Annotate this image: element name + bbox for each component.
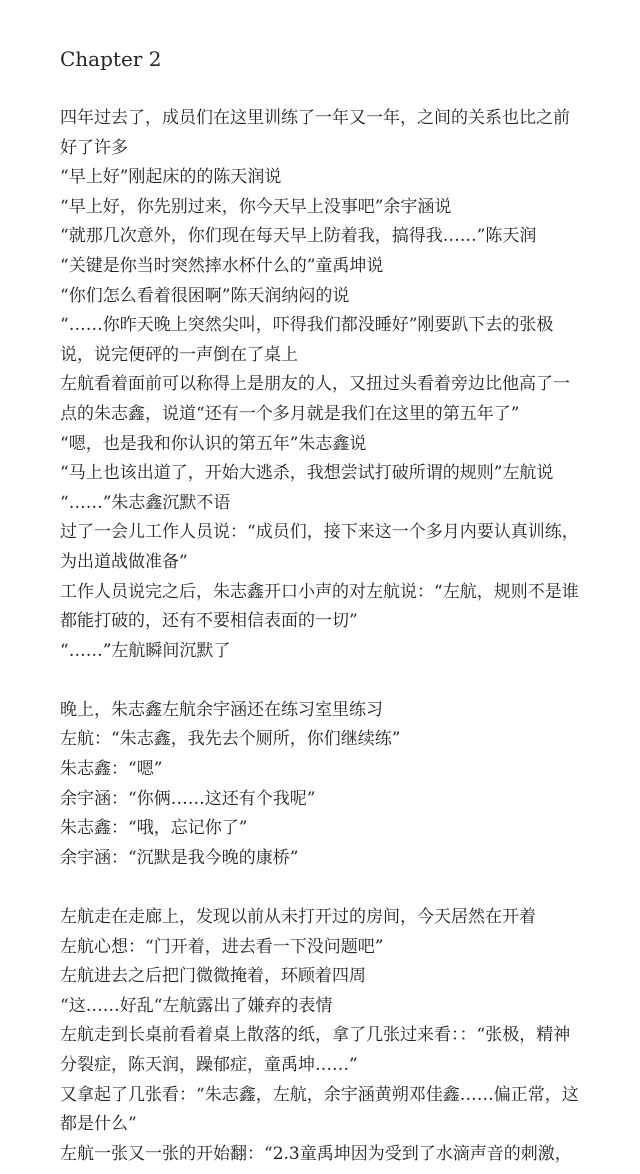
paragraph-26: “这……好乱“左航露出了嫌弃的表情 xyxy=(60,995,333,1016)
paragraph-17: 左航：“朱志鑫，我先去个厕所，你们继续练” xyxy=(60,729,401,750)
paragraph-4: “就那几次意外，你们现在每天早上防着我，搞得我……”陈天润 xyxy=(60,226,537,247)
paragraph-25: 左航进去之后把门微微掩着，环顾着四周 xyxy=(60,966,366,987)
chapter-title: Chapter 2 xyxy=(60,47,162,71)
section-gap xyxy=(60,666,580,696)
paragraph-23: 左航走在走廊上，发现以前从未打开过的房间，今天居然在开着 xyxy=(60,907,536,928)
paragraph-8: 左航看着面前可以称得上是朋友的人，又扭过头看着旁边比他高了一点的朱志鑫，说道“还有一个多月就是我们在这里的第五年了” xyxy=(60,374,570,424)
paragraph-11: “……”朱志鑫沉默不语 xyxy=(60,492,231,513)
paragraph-28: 又拿起了几张看：“朱志鑫，左航，余宇涵黄朔邓佳鑫……偏正常，这都是什么” xyxy=(60,1084,579,1135)
paragraph-6: “你们怎么看着很困啊”陈天润纳闷的说 xyxy=(60,285,350,306)
paragraph-3: “早上好，你先别过来，你今天早上没事吧”余宇涵说 xyxy=(60,196,452,217)
paragraph-9: “嗯，也是我和你认识的第五年”朱志鑫说 xyxy=(60,433,367,454)
paragraph-16: 晚上，朱志鑫左航余宇涵还在练习室里练习 xyxy=(60,699,383,720)
story-text xyxy=(60,104,580,1169)
paragraph-7: “……你昨天晚上突然尖叫，吓得我们都没睡好”刚要趴下去的张极说，说完便砰的一声倒在了桌上 xyxy=(60,315,554,365)
paragraph-18: 朱志鑫：“嗯” xyxy=(60,759,163,780)
paragraph-10: “马上也该出道了，开始大逃杀，我想尝试打破所谓的规则”左航说 xyxy=(60,463,554,484)
paragraph-12: 过了一会儿工作人员说：“成员们，接下来这一个多月内要认真训练，为出道战做准备” xyxy=(60,522,579,572)
paragraph-24: 左航心想：“门开着，进去看一下没问题吧” xyxy=(60,936,384,957)
paragraph-27: 左航走到长桌前看着桌上散落的纸，拿了几张过来看：：“张极，精神分裂症，陈天润，躁郁症，童禹坤……” xyxy=(60,1025,571,1075)
paragraph-19: 余宇涵：“你俩……这还有个我呢” xyxy=(60,788,316,809)
paragraph-13: 工作人员说完之后，朱志鑫开口小声的对左航说：“左航，规则不是谁都能打破的，还有不要相信表面的一切” xyxy=(60,581,579,632)
paragraph-2: “早上好”刚起床的的陈天润说 xyxy=(60,167,282,188)
paragraph-21: 余宇涵：“沉默是我今晚的康桥” xyxy=(60,847,299,868)
paragraph-14: “……”左航瞬间沉默了 xyxy=(60,640,231,661)
section-gap xyxy=(60,873,580,903)
paragraph-5: “关键是你当时突然摔水杯什么的”童禹坤说 xyxy=(60,255,384,276)
paragraph-20: 朱志鑫：“哦，忘记你了” xyxy=(60,818,248,839)
paragraph-1: 四年过去了，成员们在这里训练了一年又一年，之间的关系也比之前好了许多 xyxy=(60,108,570,158)
paragraph-29: 左航一张又一张的开始翻：“2.3童禹坤因为受到了水滴声音的刺激， xyxy=(60,1143,572,1164)
